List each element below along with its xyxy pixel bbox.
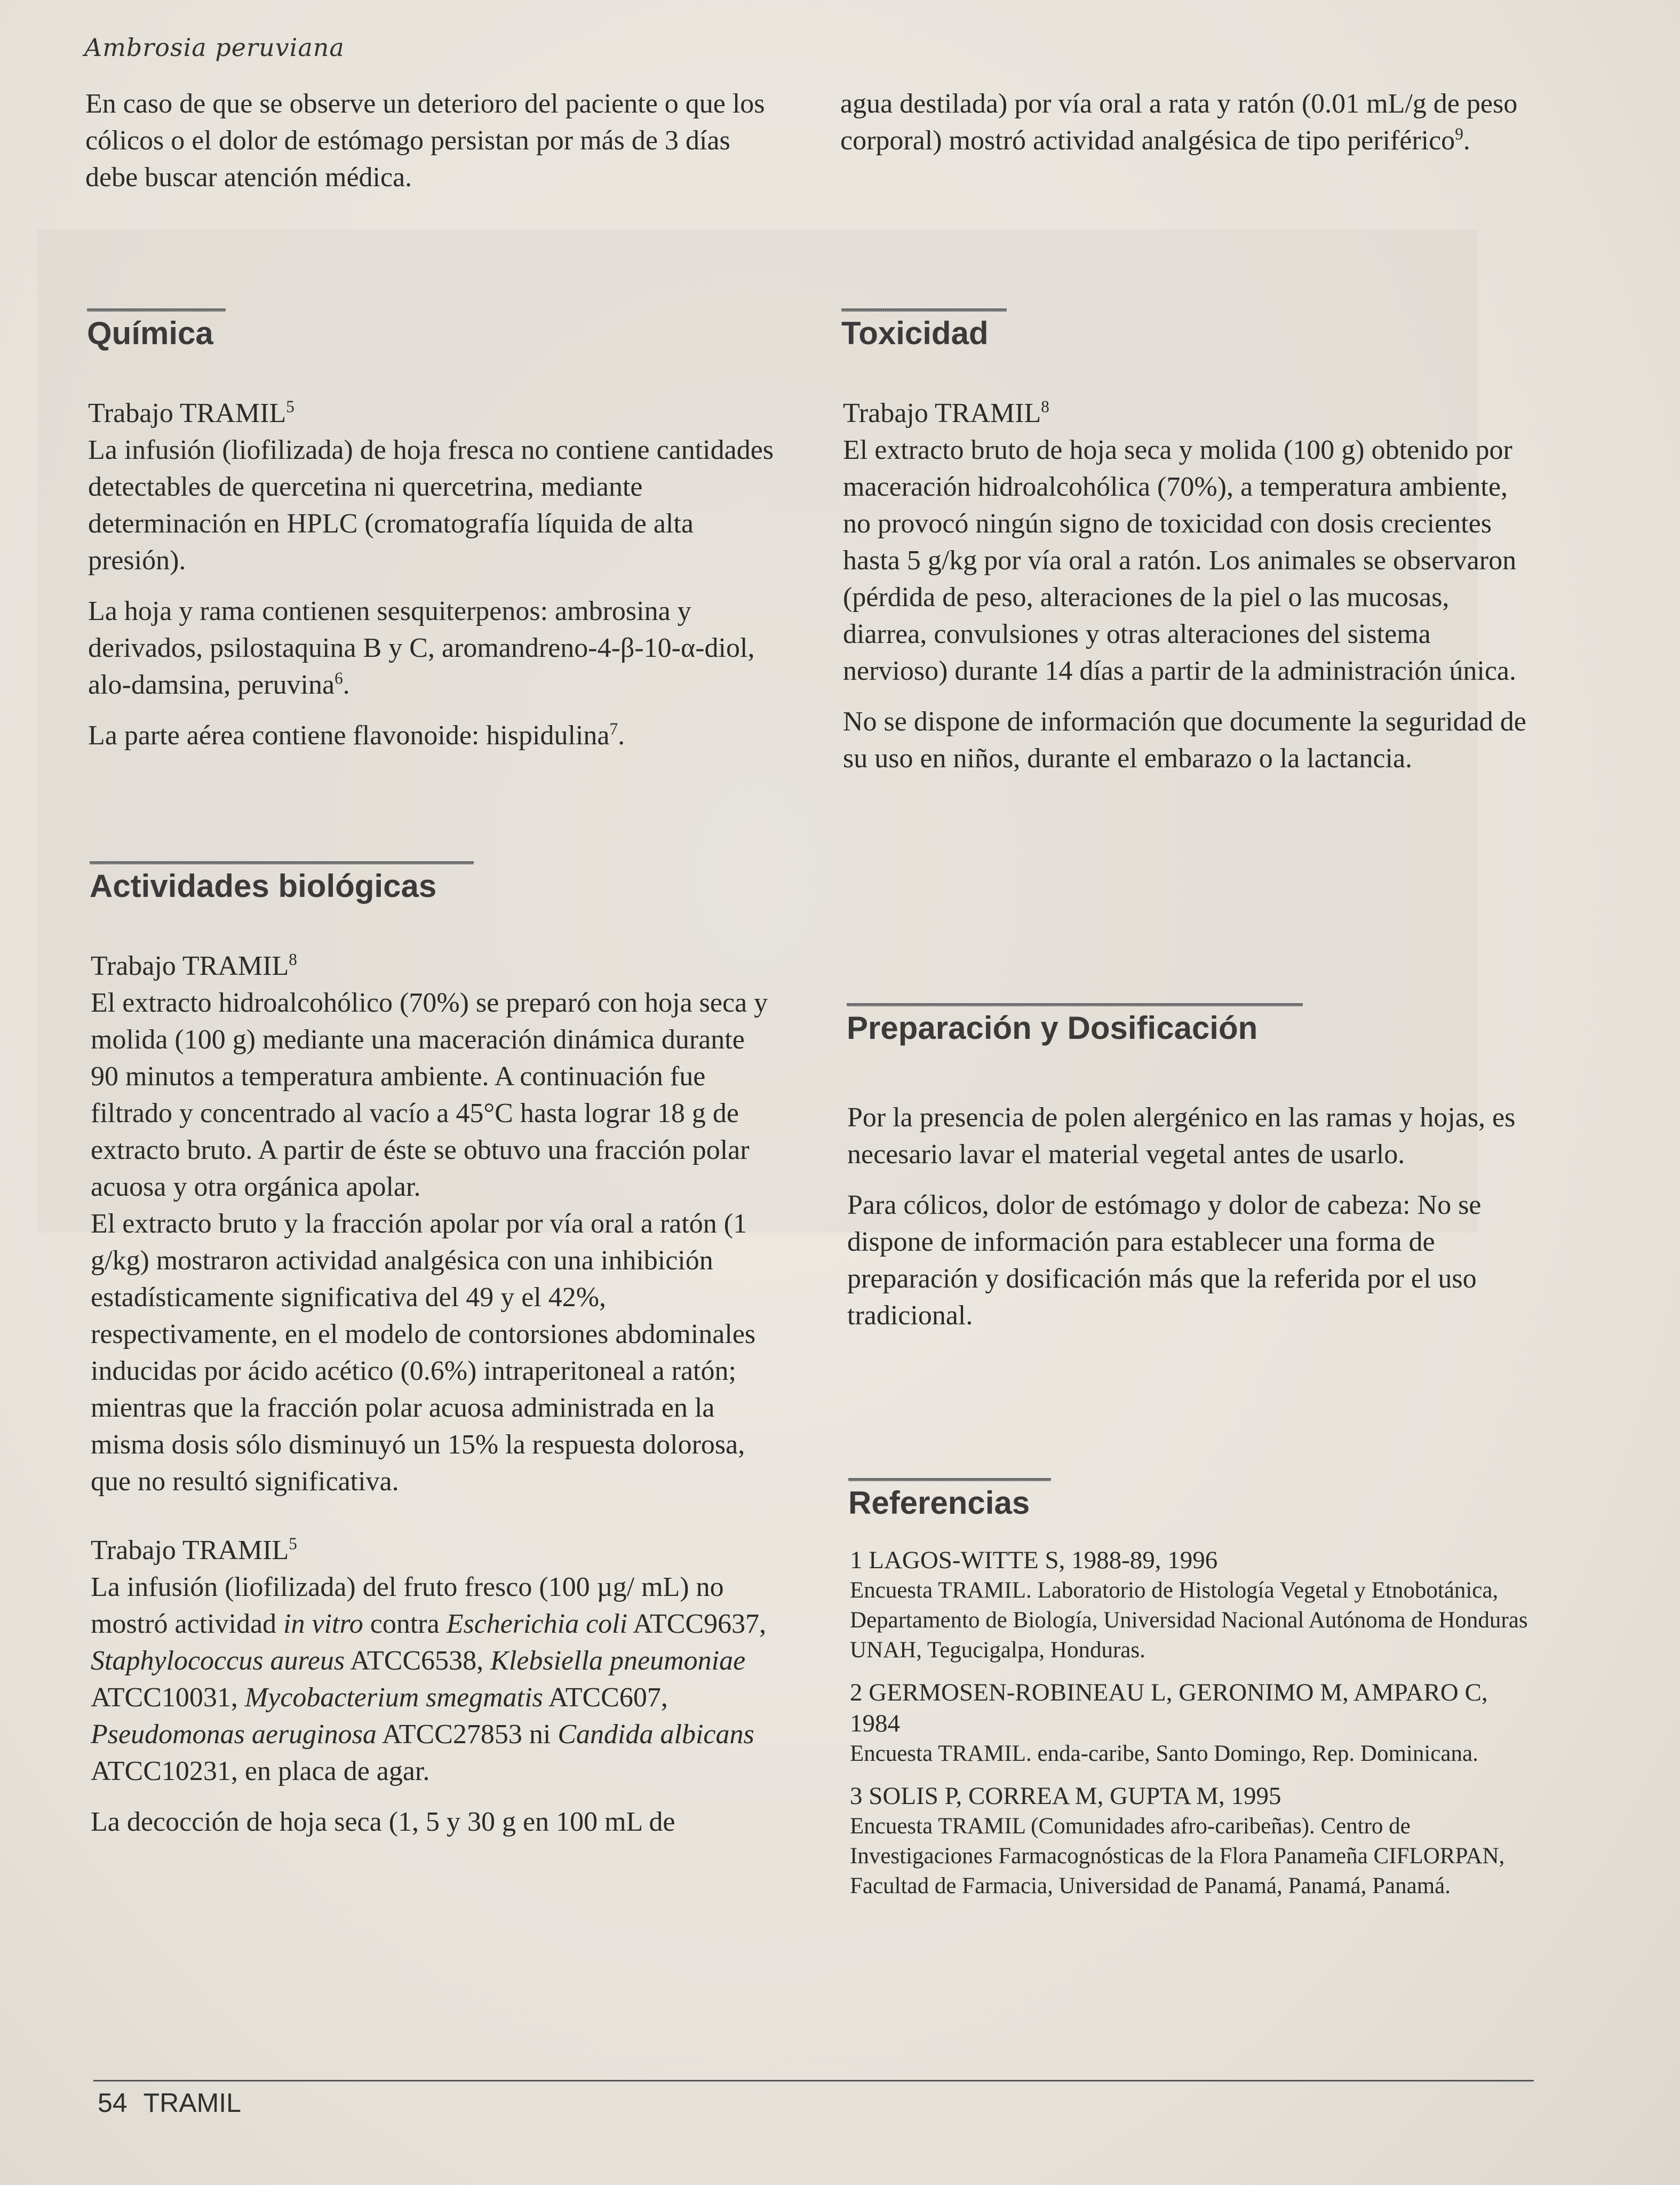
- running-head: Ambrosia peruviana: [84, 33, 345, 62]
- text-run: ATCC27853 ni: [376, 1719, 558, 1750]
- quimica-p3: La parte aérea contiene flavonoide: hispidulina$^7$.: [88, 719, 625, 751]
- actividades-trabajo-1: [91, 948, 779, 984]
- toxicidad-p1: El extracto bruto de hoja seca y molida (100 g) obtenido por maceración hidroalcohólica (70%), a temperatura ambiente, no provocó ningún signo de toxicidad con dosis crecientes hasta 5 g/kg por vía oral a ratón. Los animales se observaron (pérdida de peso, alteraciones de la piel o las mucosas, diarrea, convulsiones y otras alteraciones del sistema nervioso) durante 14 días a partir de la administración única.: [843, 435, 1517, 686]
- section-title-actividades: Actividades biológicas: [90, 868, 437, 904]
- ref-sup: 5: [286, 397, 294, 416]
- text-run: ATCC9637,: [627, 1609, 767, 1639]
- right-intro-paragraph: agua destilada) por vía oral a rata y ratón (0.01 mL/g de peso corporal) mostró actividad analgésica de tipo periférico$^9$.: [840, 89, 1518, 156]
- reference-item: [850, 1677, 1538, 1769]
- text-run: ATCC607,: [543, 1682, 668, 1713]
- actividades-p2: El extracto bruto y la fracción apolar por vía oral a ratón (1 g/kg) mostraron actividad analgésica con una inhibición estadísticamente significativa del 49 y el 42%, respectivamente, en el modelo de contorsiones abdominales inducidas por ácido acético (0.6%) intraperitoneal a ratón; mientras que la fracción polar acuosa administrada en la misma dosis sólo disminuyó un 15% la respuesta dolorosa, que no resultó significativa.: [91, 1209, 756, 1497]
- references-list: [850, 1545, 1538, 1913]
- trabajo-label: Trabajo TRAMIL: [843, 398, 1041, 428]
- reference-head: 2 GERMOSEN-ROBINEAU L, GERONIMO M, AMPARO C, 1984: [850, 1679, 1488, 1737]
- ref-sup: 5: [289, 1534, 297, 1553]
- intro-paragraph: En caso de que se observe un deterioro del paciente o que los cólicos o el dolor de estómago persistan por más de 3 días debe buscar atención médica.: [85, 89, 765, 193]
- text-run: ATCC10231, en placa de agar.: [91, 1756, 430, 1786]
- actividades-p3: [91, 1569, 779, 1790]
- text-run: contra: [363, 1609, 447, 1639]
- actividades-rule: [90, 861, 474, 864]
- trabajo-label: Trabajo TRAMIL: [88, 398, 286, 428]
- ref-sup: 9: [1455, 124, 1463, 144]
- page-number: 54: [98, 2088, 128, 2118]
- reference-item: [850, 1545, 1538, 1665]
- text-run: La infusión (liofilizada) del fruto fresco (100 µg/ mL) no mostró actividad: [91, 1572, 724, 1639]
- reference-item: [850, 1781, 1538, 1901]
- trabajo-label: Trabajo TRAMIL: [91, 1535, 289, 1566]
- section-title-referencias: Referencias: [848, 1485, 1030, 1521]
- ref-sup: 8: [1041, 397, 1049, 416]
- quimica-p3-text: La parte aérea contiene flavonoide: hispidulina: [88, 720, 610, 751]
- text-run: ATCC10031,: [91, 1682, 245, 1713]
- section-title-quimica: Química: [87, 315, 213, 351]
- quimica-p2: La hoja y rama contienen sesquiterpenos: ambrosina y derivados, psilostaquina B y C, aromandreno-4-β-10-α-diol, alo-damsina, peruvina$^6$.: [88, 596, 755, 700]
- species-name: Candida albicans: [558, 1719, 754, 1750]
- right-intro: [840, 85, 1534, 159]
- preparacion-p1: Por la presencia de polen alergénico en las ramas y hojas, es necesario lavar el material vegetal antes de usarlo.: [847, 1102, 1516, 1170]
- footer-rule: [93, 2080, 1534, 2081]
- left-intro: [85, 85, 779, 196]
- ref-sup: 8: [289, 950, 297, 969]
- toxicidad-rule: [841, 308, 1007, 312]
- quimica-body: [88, 395, 776, 754]
- reference-body: Encuesta TRAMIL. Laboratorio de Histología Vegetal y Etnobotánica, Departamento de Biología, Universidad Nacional Autónoma de Honduras UNAH, Tegucigalpa, Honduras.: [850, 1578, 1528, 1663]
- toxicidad-trabajo: [843, 395, 1536, 432]
- species-name: Escherichia coli: [446, 1609, 628, 1639]
- species-name: Mycobacterium smegmatis: [244, 1682, 543, 1713]
- preparacion-p2: Para cólicos, dolor de estómago y dolor de cabeza: No se dispone de información para establecer una forma de preparación y dosificación más que la referida por el uso tradicional.: [847, 1190, 1482, 1331]
- italic-run: in vitro: [283, 1609, 363, 1639]
- trabajo-label: Trabajo TRAMIL: [91, 951, 289, 981]
- right-intro-text: agua destilada) por vía oral a rata y ratón (0.01 mL/g de peso corporal) mostró actividad analgésica de tipo periférico: [840, 89, 1518, 156]
- toxicidad-p2: No se dispone de información que documente la seguridad de su uso en niños, durante el embarazo o la lactancia.: [843, 706, 1526, 774]
- reference-head: 1 LAGOS-WITTE S, 1988-89, 1996: [850, 1546, 1218, 1574]
- preparacion-body: [847, 1099, 1541, 1334]
- actividades-p4: La decocción de hoja seca (1, 5 y 30 g en 100 mL de: [91, 1807, 675, 1837]
- preparacion-rule: [847, 1003, 1303, 1006]
- footer-label: TRAMIL: [143, 2088, 241, 2118]
- reference-body: Encuesta TRAMIL (Comunidades afro-caribeñas). Centro de Investigaciones Farmacognósticas de la Flora Panameña CIFLORPAN, Facultad de Farmacia, Universidad de Panamá, Panamá, Panamá.: [850, 1814, 1505, 1898]
- species-name: Klebsiella pneumoniae: [490, 1646, 746, 1676]
- text-run: ATCC6538,: [345, 1646, 491, 1676]
- reference-head: 3 SOLIS P, CORREA M, GUPTA M, 1995: [850, 1782, 1281, 1810]
- section-title-toxicidad: Toxicidad: [841, 315, 989, 351]
- reference-body: Encuesta TRAMIL. enda-caribe, Santo Domingo, Rep. Dominicana.: [850, 1741, 1478, 1766]
- actividades-p1: El extracto hidroalcohólico (70%) se preparó con hoja seca y molida (100 g) mediante una maceración dinámica durante 90 minutos a temperatura ambiente. A continuación fue filtrado y concentrado al vacío a 45°C hasta lograr 18 g de extracto bruto. A partir de éste se obtuvo una fracción polar acuosa y otra orgánica apolar.: [91, 988, 768, 1202]
- toxicidad-body: [843, 395, 1536, 777]
- quimica-trabajo: [88, 395, 776, 432]
- referencias-rule: [848, 1478, 1051, 1481]
- quimica-p1: La infusión (liofilizada) de hoja fresca no contiene cantidades detectables de quercetina ni quercetrina, mediante determinación en HPLC (cromatografía líquida de alta presión).: [88, 435, 774, 576]
- footer: [98, 2087, 257, 2118]
- ref-sup: 6: [335, 669, 343, 688]
- section-title-preparacion: Preparación y Dosificación: [847, 1010, 1258, 1046]
- species-name: Pseudomonas aeruginosa: [91, 1719, 377, 1750]
- quimica-p2-text: La hoja y rama contienen sesquiterpenos: ambrosina y derivados, psilostaquina B y C, aromandreno-4-β-10-α-diol, alo-damsina, peruvina: [88, 596, 755, 700]
- species-name: Staphylococcus aureus: [91, 1646, 345, 1676]
- actividades-body: [91, 948, 779, 1840]
- actividades-trabajo-2: [91, 1532, 779, 1569]
- ref-sup: 7: [609, 719, 618, 738]
- quimica-rule: [87, 308, 226, 312]
